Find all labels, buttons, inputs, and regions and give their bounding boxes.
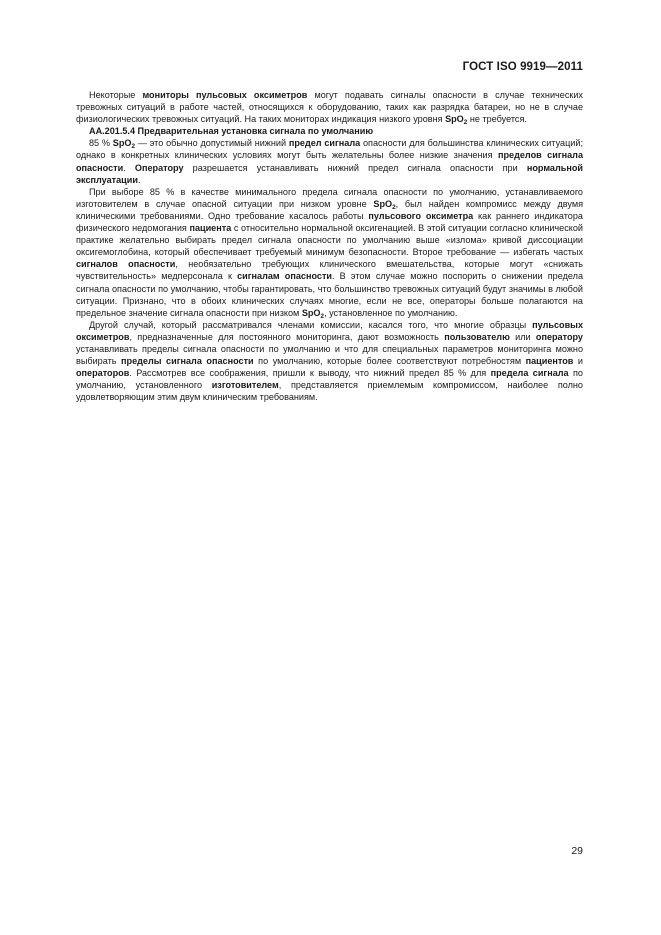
text-run: операторов bbox=[76, 368, 130, 379]
document-body bbox=[76, 89, 583, 403]
text-run: 2 bbox=[320, 312, 325, 320]
section-heading bbox=[76, 125, 583, 137]
text-run: . Рассмотрев все соображения, пришли к выводу, что нижний предел 85 % для bbox=[129, 368, 491, 379]
text-run: пределов сигнала опасности bbox=[76, 150, 583, 173]
text-run: . bbox=[137, 174, 141, 185]
text-run: пульсовых оксиметров bbox=[76, 319, 583, 342]
text-run: предел сигнала bbox=[288, 138, 361, 149]
text-run: пациента bbox=[189, 223, 232, 234]
text-run: — это обычно допустимый нижний bbox=[135, 138, 289, 149]
text-run: опасности для большинства клинических ситуаций; однако в конкретных клинических условиях могут быть желательны более низкие значения bbox=[76, 138, 583, 161]
text-run: могут подавать сигналы опасности в случае технических тревожных ситуаций в работе частей, относящихся к оборудованию, таких как разрядка батареи, но не в случае физиологических тревожных ситуаций. На таких мониторах индикация низкого уровня bbox=[76, 90, 583, 125]
text-run: АА.201.5.4 Предварительная установка сигнала по умолчанию bbox=[89, 126, 374, 137]
text-run: пациентов bbox=[525, 356, 574, 367]
text-run: Некоторые bbox=[89, 90, 143, 100]
text-run: нормальной эксплуатации bbox=[76, 162, 583, 185]
text-run: SpO bbox=[445, 114, 464, 125]
text-run: , предназначенные для постоянного мониторинга, дают возможность bbox=[129, 331, 445, 342]
text-run: сигналам опасности bbox=[237, 271, 332, 282]
text-run: SpO bbox=[301, 307, 321, 318]
text-run: 85 % bbox=[89, 138, 113, 149]
text-run: по умолчанию, установленного bbox=[76, 368, 583, 391]
text-run: и bbox=[573, 356, 584, 367]
paragraph bbox=[76, 319, 583, 404]
text-run: сигналов опасности bbox=[76, 259, 176, 270]
paragraph bbox=[76, 89, 583, 125]
text-run: разрешается устанавливать нижний предел сигнала опасности при bbox=[183, 162, 527, 173]
text-run: При выборе 85 % в качестве минимального предела сигнала опасности по умолчанию, устанавливаемого изготовителем в случае опасной ситуации при низком уровне bbox=[76, 186, 583, 209]
text-run: оператору bbox=[535, 331, 583, 342]
text-run: Другой случай, который рассматривался членами комиссии, касался того, что многие образцы bbox=[89, 319, 533, 330]
text-run: предела сигнала bbox=[490, 368, 569, 379]
text-run: по умолчанию, которые более соответствуют потребностям bbox=[253, 356, 526, 367]
text-run: 2 bbox=[131, 143, 136, 151]
text-run: или bbox=[509, 331, 536, 342]
document-standard-header: ГОСТ ISO 9919—2011 bbox=[462, 61, 583, 73]
paragraph bbox=[76, 186, 583, 319]
text-run: мониторы пульсовых оксиметров bbox=[142, 90, 308, 100]
text-run: , представляется приемлемым компромиссом, наиболее полно удовлетворяющим этим двум клиническим требованиям. bbox=[76, 380, 583, 403]
text-run: пульсового оксиметра bbox=[368, 210, 474, 221]
text-run: , необязательно требующих клинического вмешательства, которые могут «снижать чувствительность» медперсонала к bbox=[76, 259, 583, 282]
text-run: SpO bbox=[112, 138, 132, 149]
paragraph bbox=[76, 137, 583, 185]
text-run: Оператору bbox=[134, 162, 184, 173]
text-run: пользователю bbox=[444, 331, 510, 342]
text-run: как раннего индикатора физического недомогания bbox=[76, 210, 583, 234]
text-run: 2 bbox=[392, 203, 396, 211]
page-number: 29 bbox=[571, 845, 583, 857]
text-run: устанавливать пределы сигнала опасности по умолчанию и что для специальных параметров мониторинга можно выбирать bbox=[76, 343, 583, 367]
text-run: 2 bbox=[463, 119, 468, 127]
text-run: SpO bbox=[373, 198, 393, 209]
text-run: . В этом случае можно поспорить о снижении предела сигнала опасности по умолчанию, чтобы гарантировать, что большинство тревожных ситуаций будут значимы в любой ситуации. Признано, что в обоих клинических случаях многие, если не все, операторы больше полагаются на предельное значение сигнала опасности при низком bbox=[76, 271, 584, 318]
text-run: не требуется. bbox=[467, 114, 527, 125]
text-run: пределы сигнала опасности bbox=[121, 356, 254, 367]
text-run: с относительно нормальной оксигенацией. В этой ситуации согласно клинической практике желательно выбирать предел сигнала опасности по умолчанию выше «излома» кривой диссоциации оксигемоглобина, который обеспечивает требуемый минимум безопасности. Второе требование — избегать частых bbox=[76, 223, 583, 258]
text-run: , установленное по умолчанию. bbox=[324, 307, 458, 318]
text-run: , был найден компромисс между двумя клиническими требованиями. Одно требование касалось работы bbox=[76, 198, 584, 221]
text-run: . bbox=[123, 162, 135, 173]
text-run: изготовителем bbox=[211, 380, 279, 391]
